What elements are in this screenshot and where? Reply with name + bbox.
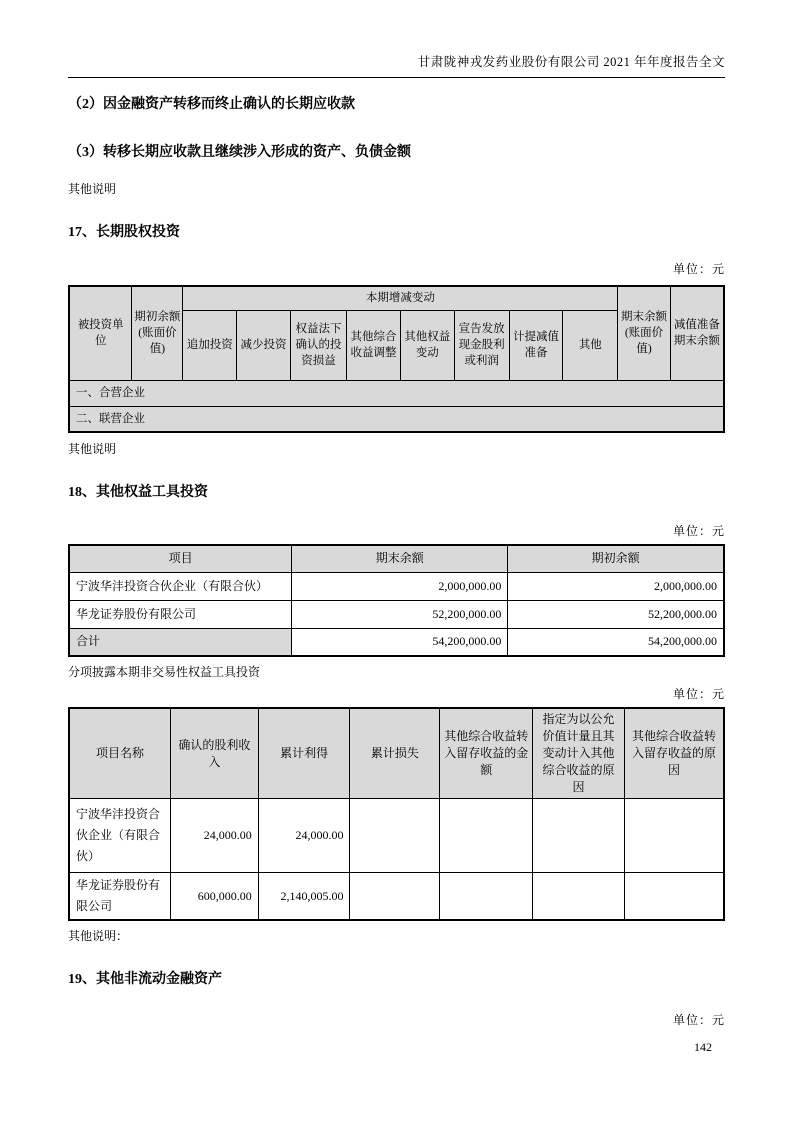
column-header-cumulative-gains: 累计利得 xyxy=(258,708,350,799)
table-header-row xyxy=(69,286,724,310)
unit-label: 单位：元 xyxy=(672,687,725,701)
section-heading-item3: （3）转移长期应收款且继续涉入形成的资产、负债金额 xyxy=(68,145,411,160)
table-row xyxy=(69,600,724,628)
item-name: 宁波华沣投资合伙企业（有限合伙） xyxy=(69,572,292,600)
column-header-other-equity-change: 其他权益变动 xyxy=(400,310,454,380)
column-header-oci-adjustment: 其他综合收益调整 xyxy=(347,310,401,380)
doc-header: 甘肃陇神戎发药业股份有限公司 2021 年年度报告全文 xyxy=(68,0,725,78)
cumulative-losses-value xyxy=(350,799,440,873)
other-note: 其他说明 xyxy=(68,182,117,196)
column-header-item: 项目 xyxy=(69,545,292,572)
column-header-additional-investment: 追加投资 xyxy=(183,310,237,380)
column-header-impairment-closing: 减值准备期末余额 xyxy=(670,286,724,380)
column-header-reduced-investment: 减少投资 xyxy=(237,310,291,380)
other-note: 其他说明 xyxy=(68,442,117,456)
row-associates: 二、联营企业 xyxy=(69,406,724,432)
item-name: 华龙证券股份有限公司 xyxy=(69,873,171,921)
oci-transfer-amount-value xyxy=(440,799,533,873)
table-row xyxy=(69,406,724,432)
table-row xyxy=(69,380,724,406)
fv-designation-reason-value xyxy=(533,799,625,873)
cumulative-losses-value xyxy=(350,873,440,921)
table-total-row xyxy=(69,628,724,656)
closing-balance-value: 2,000,000.00 xyxy=(292,572,508,600)
column-header-equity-method-pnl: 权益法下确认的投资损益 xyxy=(290,310,346,380)
total-opening-balance: 54,200,000.00 xyxy=(508,628,724,656)
row-joint-ventures: 一、合营企业 xyxy=(69,380,724,406)
closing-balance-value: 52,200,000.00 xyxy=(292,600,508,628)
column-header-dividend-income: 确认的股利收入 xyxy=(171,708,259,799)
column-header-fv-designation-reason: 指定为以公允价值计量且其变动计入其他综合收益的原因 xyxy=(533,708,625,799)
cumulative-gains-value: 2,140,005.00 xyxy=(258,873,350,921)
item-name: 华龙证券股份有限公司 xyxy=(69,600,292,628)
table-header-row xyxy=(69,545,724,572)
section-heading-17: 17、长期股权投资 xyxy=(68,225,180,240)
unit-label: 单位：元 xyxy=(672,262,725,276)
section-heading-19: 19、其他非流动金融资产 xyxy=(68,972,222,987)
total-closing-balance: 54,200,000.00 xyxy=(292,628,508,656)
oci-transfer-amount-value xyxy=(440,873,533,921)
column-header-closing-balance: 期末余额(账面价值) xyxy=(618,286,670,380)
column-header-closing-balance: 期末余额 xyxy=(292,545,508,572)
subnote-non-trading-disclosure: 分项披露本期非交易性权益工具投资 xyxy=(68,665,261,679)
long-term-equity-investment-table xyxy=(68,285,725,433)
column-header-declared-dividends: 宣告发放现金股利或利润 xyxy=(454,310,509,380)
column-header-cumulative-losses: 累计损失 xyxy=(350,708,440,799)
dividend-income-value: 600,000.00 xyxy=(171,873,259,921)
unit-label: 单位：元 xyxy=(672,524,725,538)
column-header-oci-transfer-reason: 其他综合收益转入留存收益的原因 xyxy=(624,708,724,799)
non-trading-equity-investments-table xyxy=(68,707,725,921)
column-header-project-name: 项目名称 xyxy=(69,708,171,799)
section-heading-item2: （2）因金融资产转移而终止确认的长期应收款 xyxy=(68,97,355,112)
column-group-header-period-change: 本期增减变动 xyxy=(183,286,618,310)
column-header-oci-transfer-amount: 其他综合收益转入留存收益的金额 xyxy=(440,708,533,799)
page-number: 142 xyxy=(694,1040,712,1054)
section-heading-18: 18、其他权益工具投资 xyxy=(68,485,208,500)
column-header-opening-balance: 期初余额 xyxy=(508,545,724,572)
other-equity-instruments-table xyxy=(68,544,725,657)
unit-label: 单位：元 xyxy=(672,1013,725,1027)
table-header-row xyxy=(69,708,724,799)
oci-transfer-reason-value xyxy=(624,873,724,921)
fv-designation-reason-value xyxy=(533,873,625,921)
total-label: 合计 xyxy=(69,628,292,656)
other-note-colon: 其他说明： xyxy=(68,929,129,943)
column-header-other: 其他 xyxy=(563,310,618,380)
item-name: 宁波华沣投资合伙企业（有限合伙） xyxy=(69,799,171,873)
column-header-investee: 被投资单位 xyxy=(69,286,132,380)
opening-balance-value: 2,000,000.00 xyxy=(508,572,724,600)
column-header-impairment-provision: 计提减值准备 xyxy=(509,310,563,380)
cumulative-gains-value: 24,000.00 xyxy=(258,799,350,873)
column-header-opening-balance: 期初余额(账面价值) xyxy=(132,286,183,380)
table-row xyxy=(69,799,724,873)
opening-balance-value: 52,200,000.00 xyxy=(508,600,724,628)
dividend-income-value: 24,000.00 xyxy=(171,799,259,873)
oci-transfer-reason-value xyxy=(624,799,724,873)
table-row xyxy=(69,572,724,600)
table-row xyxy=(69,873,724,921)
